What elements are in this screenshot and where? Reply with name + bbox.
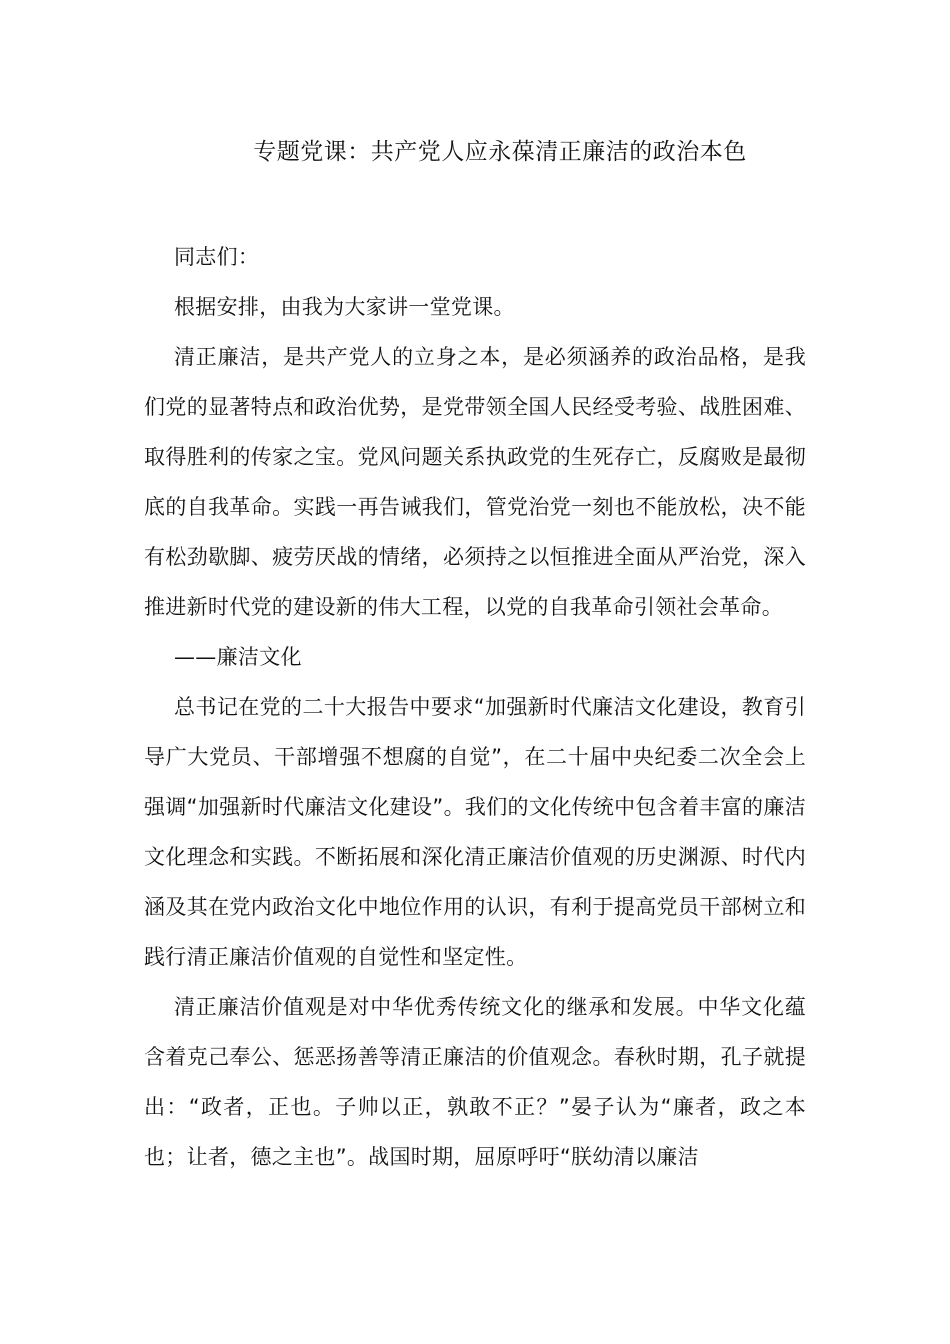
paragraph-traditional-culture: 清正廉洁价值观是对中华优秀传统文化的继承和发展。中华文化蕴含着克己奉公、惩恶扬善等清正廉洁的价值观念。春秋时期，孔子就提出：“政者，正也。子帅以正，孰敢不正？”晏子认为“廉者，政之本也；让者，德之主也”。战国时期，屈原呼吁“朕幼清以廉洁: [144, 995, 806, 1169]
paragraph-greeting: 同志们：: [174, 245, 260, 269]
document-body: [144, 232, 806, 1182]
paragraph-twentieth-congress: 总书记在党的二十大报告中要求“加强新时代廉洁文化建设，教育引导广大党员、干部增强不想腐的自觉”，在二十届中央纪委二次全会上强调“加强新时代廉洁文化建设”。我们的文化传统中包含着丰富的廉洁文化理念和实践。不断拓展和深化清正廉洁价值观的历史渊源、时代内涵及其在党内政治文化中地位作用的认识，有利于提高党员干部树立和践行清正廉洁价值观的自觉性和坚定性。: [144, 695, 806, 969]
section-heading-integrity-culture: ——廉洁文化: [174, 645, 302, 669]
paragraph-clean-integrity: 清正廉洁，是共产党人的立身之本，是必须涵养的政治品格，是我们党的显著特点和政治优势，是党带领全国人民经受考验、战胜困难、取得胜利的传家之宝。党风问题关系执政党的生死存亡，反腐败是最彻底的自我革命。实践一再告诫我们，管党治党一刻也不能放松，决不能有松劲歇脚、疲劳厌战的情绪，必须持之以恒推进全面从严治党，深入推进新时代党的建设新的伟大工程，以党的自我革命引领社会革命。: [144, 345, 806, 619]
paragraph-intro: 根据安排，由我为大家讲一堂党课。: [174, 295, 515, 319]
document-title: 专题党课：共产党人应永葆清正廉洁的政治本色: [253, 139, 747, 165]
